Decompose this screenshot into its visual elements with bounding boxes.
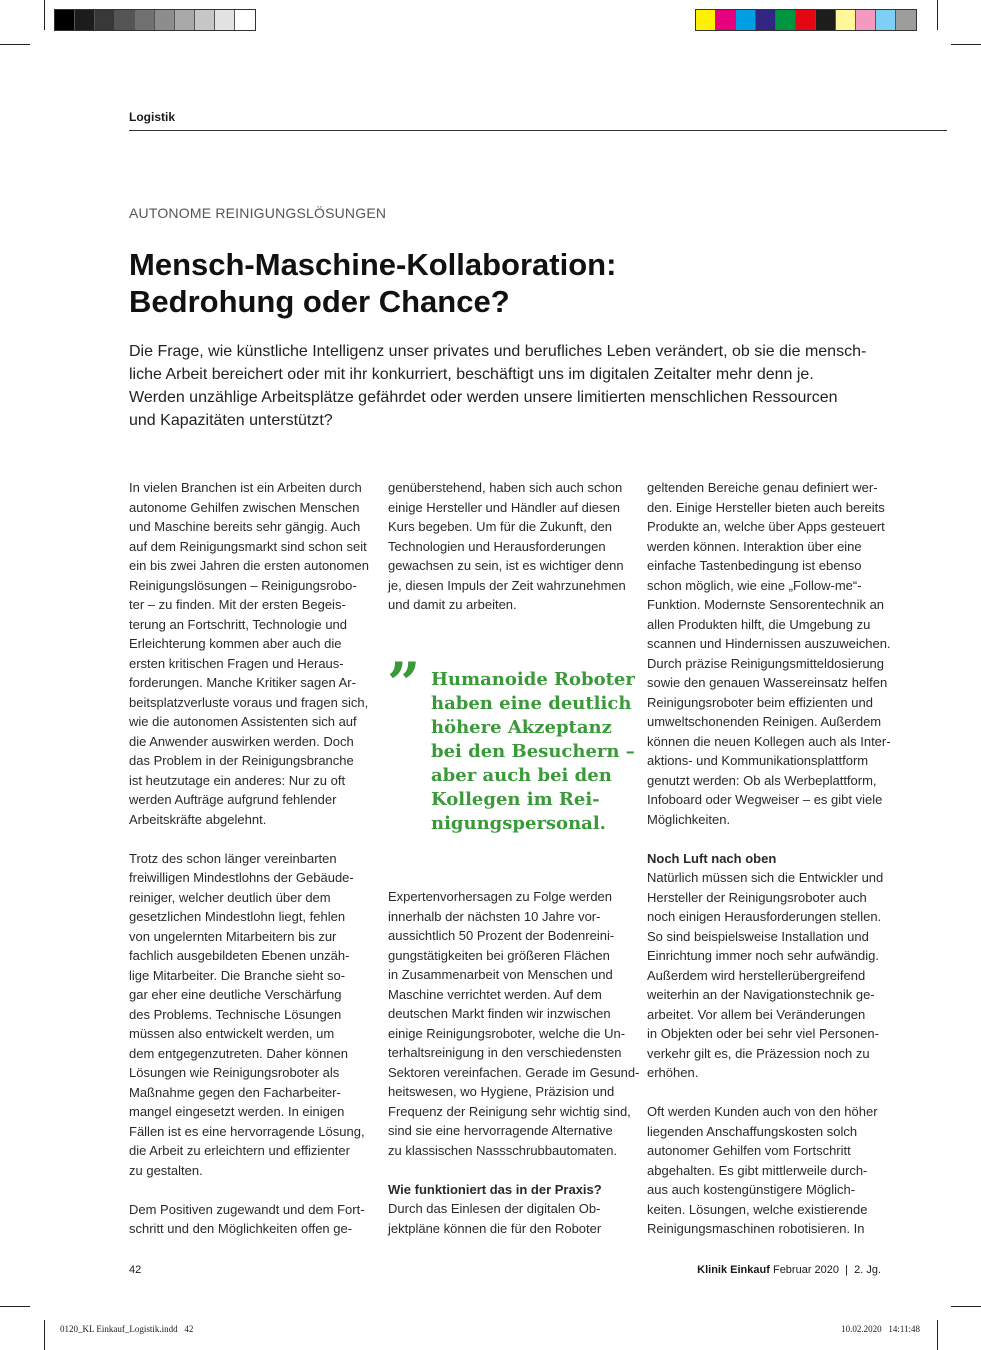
quote-line: haben eine deutlich	[431, 693, 632, 714]
quote-line: nigungspersonal.	[431, 813, 606, 834]
body-line: schon möglich, wie eine „Follow-me“-	[647, 577, 862, 593]
body-line: Reinigungslösungen – Reinigungsrobo-	[129, 577, 357, 593]
body-line: Hersteller der Reinigungsroboter auch	[647, 889, 867, 905]
body-line: fachlich ausgebildeten Ebenen unzäh-	[129, 948, 350, 963]
timestamp-slug: 10.02.2020 14:11:48	[841, 1324, 920, 1334]
body-line: gar eher eine deutliche Verschärfung	[129, 987, 342, 1002]
color-swatch	[115, 10, 135, 30]
body-line: zu gestalten.	[129, 1162, 203, 1178]
body-line: sowie den genauen Wassereinsatz helfen	[647, 675, 888, 690]
paragraph-gap	[388, 1160, 639, 1180]
color-swatch	[75, 10, 95, 30]
color-swatch	[215, 10, 235, 30]
column-3	[647, 478, 891, 1239]
article-kicker: AUTONOME REINIGUNGSLÖSUNGEN	[129, 205, 387, 221]
crop-mark	[44, 0, 45, 30]
body-line: Oft werden Kunden auch von den höher	[647, 1104, 878, 1119]
body-line: Sektoren vereinfachen. Gerade im Gesund-	[388, 1064, 640, 1080]
body-line: das Problem in der Reinigungsbranche	[129, 753, 354, 768]
gray-control-bar	[54, 9, 256, 31]
color-swatch	[135, 10, 155, 30]
body-line: liegenden Anschaffungskosten solch	[647, 1123, 858, 1139]
body-line: aktions- und Kommunikationsplattform	[647, 753, 869, 768]
body-line: ein bis zwei Jahren die ersten autonomen	[129, 558, 369, 573]
body-line: die Anwender auswirken werden. Doch	[129, 733, 354, 749]
quote-line: bei den Besuchern –	[431, 741, 635, 762]
body-line: die Arbeit zu erleichtern und effizienter	[129, 1143, 350, 1158]
body-line: In vielen Branchen ist ein Arbeiten durch	[129, 480, 362, 495]
body-line: autonome Gehilfen zwischen Menschen	[129, 499, 360, 515]
body-line: den. Einige Hersteller bieten auch bereits	[647, 499, 885, 515]
body-line: reiniger, welcher deutlich über dem	[129, 889, 331, 905]
body-line: gewachsen zu sein, ist es wichtiger denn	[388, 558, 624, 573]
color-swatch	[756, 10, 776, 30]
body-line: aus auch kostengünstigere Möglich-	[647, 1182, 856, 1197]
body-line: allen Produkten hilft, die Umgebung zu	[647, 616, 871, 632]
body-line: einige Hersteller und Händler auf diesen	[388, 499, 620, 515]
issue-info: Februar 2020 | 2. Jg.	[772, 1264, 881, 1276]
body-line: ersten kritischen Fragen und Heraus-	[129, 655, 344, 671]
body-line	[129, 1180, 369, 1200]
body-line: Frequenz der Reinigung sehr wichtig sind,	[388, 1103, 631, 1119]
body-line: terhaltsreinigung in den verschiedensten	[388, 1045, 622, 1060]
body-line: abgehalten. Es gibt mittlerweile durch-	[647, 1162, 868, 1178]
body-line: umweltschonenden Reinigen. Außerdem	[647, 714, 882, 729]
color-swatch	[856, 10, 876, 30]
body-line	[129, 829, 369, 849]
body-line: noch einigen Herausforderungen stellen.	[647, 909, 882, 924]
body-line: schritt und den Möglichkeiten offen ge-	[129, 1221, 353, 1236]
color-swatch	[155, 10, 175, 30]
crop-mark	[937, 1320, 938, 1350]
body-line: Erleichterung kommen aber auch die	[129, 636, 342, 651]
body-line: Möglichkeiten.	[647, 811, 731, 827]
body-line: weiterhin an der Navigationstechnik ge-	[647, 987, 875, 1002]
color-swatch	[836, 10, 856, 30]
title-line: Mensch-Maschine-Kollaboration:	[129, 247, 617, 282]
body-line: Technologien und Herausforderungen	[388, 538, 606, 554]
body-line: keiten. Lösungen, welche existierende	[647, 1201, 868, 1217]
body-line: Einrichtung immer noch sehr aufwändig.	[647, 948, 879, 963]
body-line: und Maschine bereits sehr gängig. Auch	[129, 519, 361, 534]
pull-quote	[431, 668, 635, 836]
crop-mark	[44, 1320, 45, 1350]
body-line: werden können. Interaktion über eine	[647, 538, 862, 554]
body-line	[647, 1083, 891, 1103]
body-line: heitswesen, wo Hygiene, Präzision und	[388, 1084, 615, 1099]
body-line: mangel eingesetzt werden. In einigen	[129, 1104, 345, 1119]
body-line: je, diesen Impuls der Zeit wahrzunehmen	[388, 577, 626, 593]
body-line: Funktion. Modernste Sensorentechnik an	[647, 597, 885, 612]
body-line: beitsplatzverluste voraus und fragen sich,	[129, 694, 369, 710]
column-2-top	[388, 478, 626, 615]
color-swatch	[195, 10, 215, 30]
body-line: dem entgegenzutreten. Daher können	[129, 1045, 348, 1061]
color-swatch	[776, 10, 796, 30]
body-line: in Objekten oder bei sehr viel Personen-	[647, 1026, 879, 1041]
body-line: Lösungen wie Reinigungsroboter als	[129, 1065, 340, 1080]
color-swatch	[876, 10, 896, 30]
body-line: einige Reinigungsroboter, welche die Un-	[388, 1025, 626, 1041]
body-line: Fällen ist es eine hervorragende Lösung,	[129, 1123, 365, 1139]
color-swatch	[55, 10, 75, 30]
color-swatch	[816, 10, 836, 30]
column-2-bottom	[388, 887, 639, 1238]
body-line: müssen also entwickelt werden, um	[129, 1026, 335, 1041]
body-line: einfache Tastenbedingung ist ebenso	[647, 558, 862, 573]
body-line: genutzt werden: Ob als Werbeplattform,	[647, 772, 877, 788]
body-line: zu klassischen Nassschrubbautomaten.	[388, 1142, 618, 1158]
quote-mark-icon: ”	[387, 650, 421, 718]
body-line: forderungen. Manche Kritiker sagen Ar-	[129, 675, 356, 690]
lead-line: Die Frage, wie künstliche Intelligenz unser privates und berufliches Leben verändert, ob sie die mensch-	[129, 343, 867, 360]
body-line: sind sie eine hervorragende Alternative	[388, 1123, 613, 1138]
header-rule	[129, 130, 947, 131]
body-line: Außerdem wird herstellerübergreifend	[647, 967, 866, 983]
quote-line: höhere Akzeptanz	[431, 717, 612, 738]
quote-line: Humanoide Roboter	[431, 669, 635, 690]
color-swatch	[175, 10, 195, 30]
body-line: geltenden Bereiche genau definiert wer-	[647, 480, 878, 495]
publication-name: Klinik Einkauf	[697, 1264, 770, 1276]
body-line: auf dem Reinigungsmarkt sind schon seit	[129, 538, 367, 554]
color-swatch	[716, 10, 736, 30]
article-title	[129, 246, 889, 320]
color-control-bar	[695, 9, 917, 31]
body-line: arbeitet. Vor allem bei Veränderungen	[647, 1006, 866, 1022]
publication-footer	[697, 1264, 881, 1276]
body-line: von ungelernten Mitarbeitern bis zur	[129, 928, 337, 944]
body-line: Reinigungsmaschinen robotisieren. In	[647, 1221, 865, 1236]
body-line: verkehr gilt es, die Präzession noch zu	[647, 1045, 870, 1061]
body-line: scannen und Hindernissen auszuweichen.	[647, 636, 891, 651]
body-line: Maschine verrichtet werden. Auf dem	[388, 986, 602, 1002]
body-line: in Zusammenarbeit von Menschen und	[388, 967, 613, 982]
lead-line: liche Arbeit bereichert oder mit ihr konkurriert, beschäftigt uns im digitalen Zeitalter mehr denn je.	[129, 366, 814, 383]
color-swatch	[796, 10, 816, 30]
body-line: Natürlich müssen sich die Entwickler und	[647, 870, 884, 885]
file-slug: 0120_KL Einkauf_Logistik.indd 42	[60, 1324, 194, 1334]
crop-mark	[951, 1306, 981, 1307]
body-line: freiwilligen Mindestlohns der Gebäude-	[129, 870, 354, 885]
color-swatch	[235, 10, 255, 30]
color-swatch	[95, 10, 115, 30]
section-label: Logistik	[129, 110, 176, 124]
body-line: lige Mitarbeiter. Die Branche sieht so-	[129, 967, 346, 983]
body-line: des Problems. Technische Lösungen	[129, 1006, 342, 1022]
body-line: und damit zu arbeiten.	[388, 597, 517, 612]
body-line: deutschen Markt finden wir inzwischen	[388, 1006, 611, 1021]
subheading: Noch Luft nach oben	[647, 850, 777, 866]
body-line: So sind beispielsweise Installation und	[647, 928, 869, 944]
crop-mark	[951, 44, 981, 45]
body-line: Produkte an, welche über Apps gesteuert	[647, 519, 885, 534]
quote-line: Kollegen im Rei-	[431, 789, 600, 810]
body-line: ist heutzutage ein anderes: Nur zu oft	[129, 772, 346, 788]
color-swatch	[736, 10, 756, 30]
crop-mark	[0, 1306, 30, 1307]
body-line: aussichtlich 50 Prozent der Bodenreini-	[388, 928, 615, 943]
body-line: Durch präzise Reinigungsmitteldosierung	[647, 655, 885, 671]
body-line: genüberstehend, haben sich auch schon	[388, 480, 623, 495]
body-line: Dem Positiven zugewandt und dem Fort-	[129, 1201, 365, 1217]
body-line: Trotz des schon länger vereinbarten	[129, 850, 337, 866]
body-line: wie die autonomen Assistenten sich auf	[129, 714, 357, 729]
body-line: autonomer Gehilfen vom Fortschritt	[647, 1143, 851, 1158]
body-line: Reinigungsroboter beim effizienten und	[647, 694, 873, 710]
subheading: Wie funktioniert das in der Praxis?	[388, 1181, 602, 1197]
body-line: Durch das Einlesen der digitalen Ob-	[388, 1201, 601, 1216]
body-line: können die neuen Kollegen auch als Inter-	[647, 733, 891, 749]
body-line: Kurs begeben. Um für die Zukunft, den	[388, 519, 613, 534]
body-line: ter – zu finden. Mit der ersten Begeis-	[129, 597, 346, 612]
body-line: Infoboard oder Wegweiser – es gibt viele	[647, 792, 883, 807]
body-line: Expertenvorhersagen zu Folge werden	[388, 889, 613, 904]
body-line: gungstätigkeiten bei größeren Flächen	[388, 947, 610, 963]
crop-mark	[0, 44, 30, 45]
body-line: erhöhen.	[647, 1065, 699, 1080]
lead-line: Werden unzählige Arbeitsplätze gefährdet oder werden unsere limitierten menschlichen Ressourcen	[129, 389, 838, 406]
quote-line: aber auch bei den	[431, 765, 612, 786]
body-line: gesetzlichen Mindestlohn liegt, fehlen	[129, 909, 346, 924]
body-line: Maßnahme gegen den Facharbeiter-	[129, 1084, 341, 1100]
page-number: 42	[129, 1264, 142, 1276]
title-line: Bedrohung oder Chance?	[129, 284, 510, 319]
body-line: Arbeitskräfte abgelehnt.	[129, 811, 267, 827]
crop-mark	[937, 0, 938, 30]
color-swatch	[896, 10, 916, 30]
lead-line: und Kapazitäten unterstützt?	[129, 412, 333, 429]
color-swatch	[696, 10, 716, 30]
body-line: jektpläne können die für den Roboter	[388, 1220, 602, 1236]
article-lead	[129, 340, 889, 432]
body-line: innerhalb der nächsten 10 Jahre vor-	[388, 908, 601, 924]
column-1	[129, 478, 369, 1239]
body-line: terung an Fortschritt, Technologie und	[129, 616, 348, 632]
body-line: werden Aufträge aufgrund fehlender	[129, 792, 337, 807]
paragraph-gap	[647, 829, 891, 849]
